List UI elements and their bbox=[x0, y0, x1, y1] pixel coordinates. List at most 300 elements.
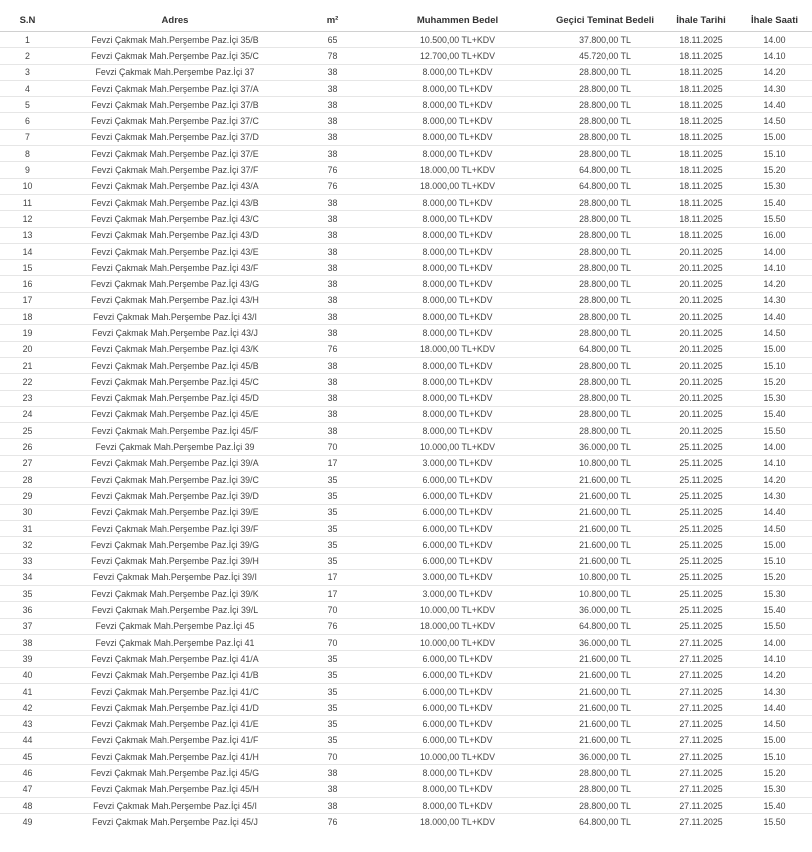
cell-area: 35 bbox=[295, 488, 370, 504]
cell-sn: 7 bbox=[0, 129, 55, 145]
cell-deposit: 28.800,00 TL bbox=[545, 243, 665, 259]
cell-address: Fevzi Çakmak Mah.Perşembe Paz.İçi 39/I bbox=[55, 569, 295, 585]
cell-sn: 2 bbox=[0, 48, 55, 64]
cell-deposit: 21.600,00 TL bbox=[545, 700, 665, 716]
cell-auction-date: 27.11.2025 bbox=[665, 700, 737, 716]
cell-estimated-price: 18.000,00 TL+KDV bbox=[370, 178, 545, 194]
cell-auction-date: 20.11.2025 bbox=[665, 325, 737, 341]
cell-estimated-price: 8.000,00 TL+KDV bbox=[370, 64, 545, 80]
cell-estimated-price: 8.000,00 TL+KDV bbox=[370, 357, 545, 373]
cell-sn: 16 bbox=[0, 276, 55, 292]
cell-sn: 37 bbox=[0, 618, 55, 634]
cell-estimated-price: 3.000,00 TL+KDV bbox=[370, 569, 545, 585]
cell-deposit: 28.800,00 TL bbox=[545, 260, 665, 276]
cell-auction-date: 25.11.2025 bbox=[665, 537, 737, 553]
cell-area: 76 bbox=[295, 178, 370, 194]
table-row bbox=[0, 667, 812, 683]
cell-sn: 30 bbox=[0, 504, 55, 520]
cell-auction-date: 25.11.2025 bbox=[665, 504, 737, 520]
cell-auction-time: 14.20 bbox=[737, 472, 812, 488]
cell-estimated-price: 8.000,00 TL+KDV bbox=[370, 260, 545, 276]
cell-deposit: 28.800,00 TL bbox=[545, 80, 665, 96]
cell-estimated-price: 8.000,00 TL+KDV bbox=[370, 423, 545, 439]
table-row bbox=[0, 325, 812, 341]
cell-auction-date: 25.11.2025 bbox=[665, 586, 737, 602]
cell-area: 38 bbox=[295, 797, 370, 813]
cell-area: 38 bbox=[295, 765, 370, 781]
cell-auction-date: 18.11.2025 bbox=[665, 64, 737, 80]
cell-auction-time: 15.50 bbox=[737, 211, 812, 227]
cell-auction-date: 18.11.2025 bbox=[665, 227, 737, 243]
cell-area: 38 bbox=[295, 309, 370, 325]
cell-address: Fevzi Çakmak Mah.Perşembe Paz.İçi 45/E bbox=[55, 406, 295, 422]
cell-address: Fevzi Çakmak Mah.Perşembe Paz.İçi 45/H bbox=[55, 781, 295, 797]
cell-address: Fevzi Çakmak Mah.Perşembe Paz.İçi 41/F bbox=[55, 732, 295, 748]
table-row bbox=[0, 537, 812, 553]
cell-deposit: 64.800,00 TL bbox=[545, 178, 665, 194]
cell-area: 38 bbox=[295, 781, 370, 797]
cell-deposit: 36.000,00 TL bbox=[545, 439, 665, 455]
cell-sn: 26 bbox=[0, 439, 55, 455]
cell-area: 38 bbox=[295, 357, 370, 373]
cell-auction-date: 18.11.2025 bbox=[665, 146, 737, 162]
cell-area: 38 bbox=[295, 325, 370, 341]
cell-address: Fevzi Çakmak Mah.Perşembe Paz.İçi 41/A bbox=[55, 651, 295, 667]
cell-sn: 36 bbox=[0, 602, 55, 618]
cell-deposit: 28.800,00 TL bbox=[545, 97, 665, 113]
cell-deposit: 21.600,00 TL bbox=[545, 667, 665, 683]
cell-auction-time: 14.20 bbox=[737, 667, 812, 683]
cell-deposit: 21.600,00 TL bbox=[545, 537, 665, 553]
cell-deposit: 28.800,00 TL bbox=[545, 129, 665, 145]
cell-estimated-price: 10.000,00 TL+KDV bbox=[370, 439, 545, 455]
cell-area: 35 bbox=[295, 700, 370, 716]
cell-auction-time: 15.00 bbox=[737, 129, 812, 145]
table-row bbox=[0, 651, 812, 667]
header-row bbox=[0, 10, 812, 32]
cell-sn: 20 bbox=[0, 341, 55, 357]
cell-area: 65 bbox=[295, 32, 370, 48]
cell-auction-time: 14.40 bbox=[737, 97, 812, 113]
cell-address: Fevzi Çakmak Mah.Perşembe Paz.İçi 43/E bbox=[55, 243, 295, 259]
table-row bbox=[0, 586, 812, 602]
cell-address: Fevzi Çakmak Mah.Perşembe Paz.İçi 37/F bbox=[55, 162, 295, 178]
cell-sn: 25 bbox=[0, 423, 55, 439]
cell-estimated-price: 8.000,00 TL+KDV bbox=[370, 80, 545, 96]
table-row bbox=[0, 374, 812, 390]
cell-area: 38 bbox=[295, 97, 370, 113]
cell-deposit: 21.600,00 TL bbox=[545, 651, 665, 667]
cell-estimated-price: 6.000,00 TL+KDV bbox=[370, 700, 545, 716]
cell-area: 17 bbox=[295, 586, 370, 602]
cell-auction-date: 18.11.2025 bbox=[665, 194, 737, 210]
cell-auction-time: 15.10 bbox=[737, 553, 812, 569]
table-row bbox=[0, 814, 812, 830]
cell-sn: 49 bbox=[22, 816, 33, 827]
table-row bbox=[0, 341, 812, 357]
cell-deposit: 28.800,00 TL bbox=[545, 781, 665, 797]
cell-estimated-price: 8.000,00 TL+KDV bbox=[370, 325, 545, 341]
cell-area: 38 bbox=[295, 276, 370, 292]
cell-sn: 48 bbox=[0, 797, 55, 813]
cell-area: 38 bbox=[295, 146, 370, 162]
cell-address: Fevzi Çakmak Mah.Perşembe Paz.İçi 43/J bbox=[55, 325, 295, 341]
cell-sn: 45 bbox=[0, 749, 55, 765]
cell-auction-date: 18.11.2025 bbox=[665, 211, 737, 227]
cell-deposit: 28.800,00 TL bbox=[545, 211, 665, 227]
cell-sn: 32 bbox=[0, 537, 55, 553]
cell-area: 38 bbox=[295, 390, 370, 406]
cell-address: Fevzi Çakmak Mah.Perşembe Paz.İçi 39/K bbox=[55, 586, 295, 602]
cell-address: Fevzi Çakmak Mah.Perşembe Paz.İçi 41/C bbox=[55, 683, 295, 699]
cell-area: 38 bbox=[295, 64, 370, 80]
cell-address: Fevzi Çakmak Mah.Perşembe Paz.İçi 41 bbox=[55, 634, 295, 650]
cell-deposit: 28.800,00 TL bbox=[545, 797, 665, 813]
cell-area: 76 bbox=[327, 816, 338, 827]
cell-deposit: 28.800,00 TL bbox=[545, 357, 665, 373]
cell-sn: 9 bbox=[0, 162, 55, 178]
table-header bbox=[0, 10, 812, 32]
cell-auction-date: 18.11.2025 bbox=[665, 48, 737, 64]
cell-deposit: 45.720,00 TL bbox=[545, 48, 665, 64]
cell-deposit: 21.600,00 TL bbox=[545, 683, 665, 699]
cell-area: 38 bbox=[295, 423, 370, 439]
table-row bbox=[0, 194, 812, 210]
cell-auction-date: 27.11.2025 bbox=[665, 667, 737, 683]
cell-auction-time: 15.20 bbox=[737, 162, 812, 178]
cell-address: Fevzi Çakmak Mah.Perşembe Paz.İçi 41/H bbox=[55, 749, 295, 765]
cell-sn: 33 bbox=[0, 553, 55, 569]
cell-estimated-price: 6.000,00 TL+KDV bbox=[370, 651, 545, 667]
table-row bbox=[0, 48, 812, 64]
cell-sn: 21 bbox=[0, 357, 55, 373]
cell-auction-time: 15.40 bbox=[737, 194, 812, 210]
cell-sn: 40 bbox=[0, 667, 55, 683]
cell-deposit: 21.600,00 TL bbox=[545, 520, 665, 536]
cell-address: Fevzi Çakmak Mah.Perşembe Paz.İçi 45/C bbox=[55, 374, 295, 390]
cell-address: Fevzi Çakmak Mah.Perşembe Paz.İçi 37/A bbox=[55, 80, 295, 96]
cell-auction-date: 18.11.2025 bbox=[665, 80, 737, 96]
cell-sn: 8 bbox=[0, 146, 55, 162]
cell-auction-date: 18.11.2025 bbox=[665, 32, 737, 48]
cell-auction-date: 20.11.2025 bbox=[665, 243, 737, 259]
table-row bbox=[0, 700, 812, 716]
cell-auction-time: 14.40 bbox=[737, 504, 812, 520]
cell-estimated-price: 6.000,00 TL+KDV bbox=[370, 553, 545, 569]
cell-address: Fevzi Çakmak Mah.Perşembe Paz.İçi 39/L bbox=[55, 602, 295, 618]
cell-auction-time: 14.50 bbox=[737, 113, 812, 129]
cell-auction-time: 14.40 bbox=[737, 309, 812, 325]
cell-address: Fevzi Çakmak Mah.Perşembe Paz.İçi 35/B bbox=[55, 32, 295, 48]
cell-address: Fevzi Çakmak Mah.Perşembe Paz.İçi 41/E bbox=[55, 716, 295, 732]
table-row bbox=[0, 488, 812, 504]
cell-sn: 44 bbox=[0, 732, 55, 748]
cell-address: Fevzi Çakmak Mah.Perşembe Paz.İçi 43/I bbox=[55, 309, 295, 325]
cell-deposit: 28.800,00 TL bbox=[545, 374, 665, 390]
cell-auction-time: 15.00 bbox=[737, 537, 812, 553]
cell-deposit: 21.600,00 TL bbox=[545, 732, 665, 748]
cell-sn: 41 bbox=[0, 683, 55, 699]
table-row bbox=[0, 423, 812, 439]
cell-auction-date: 25.11.2025 bbox=[665, 553, 737, 569]
cell-sn: 38 bbox=[0, 634, 55, 650]
cell-address: Fevzi Çakmak Mah.Perşembe Paz.İçi 41/D bbox=[55, 700, 295, 716]
cell-area: 76 bbox=[295, 618, 370, 634]
cell-sn: 15 bbox=[0, 260, 55, 276]
cell-auction-time: 14.20 bbox=[737, 64, 812, 80]
cell-address: Fevzi Çakmak Mah.Perşembe Paz.İçi 45/G bbox=[55, 765, 295, 781]
cell-deposit: 21.600,00 TL bbox=[545, 472, 665, 488]
cell-auction-time: 14.50 bbox=[737, 520, 812, 536]
cell-address: Fevzi Çakmak Mah.Perşembe Paz.İçi 45/B bbox=[55, 357, 295, 373]
cell-auction-date: 20.11.2025 bbox=[665, 260, 737, 276]
cell-estimated-price: 6.000,00 TL+KDV bbox=[370, 667, 545, 683]
cell-auction-time: 14.10 bbox=[737, 455, 812, 471]
cell-estimated-price: 8.000,00 TL+KDV bbox=[370, 113, 545, 129]
cell-estimated-price: 18.000,00 TL+KDV bbox=[370, 162, 545, 178]
cell-auction-date: 18.11.2025 bbox=[665, 178, 737, 194]
cell-deposit: 10.800,00 TL bbox=[545, 586, 665, 602]
cell-estimated-price: 18.000,00 TL+KDV bbox=[370, 341, 545, 357]
cell-estimated-price: 8.000,00 TL+KDV bbox=[370, 309, 545, 325]
cell-address: Fevzi Çakmak Mah.Perşembe Paz.İçi 43/A bbox=[55, 178, 295, 194]
cell-address: Fevzi Çakmak Mah.Perşembe Paz.İçi 39/D bbox=[55, 488, 295, 504]
cell-deposit: 28.800,00 TL bbox=[545, 309, 665, 325]
cell-address: Fevzi Çakmak Mah.Perşembe Paz.İçi 37/E bbox=[55, 146, 295, 162]
table-row bbox=[0, 716, 812, 732]
table-row bbox=[0, 504, 812, 520]
cell-auction-date: 27.11.2025 bbox=[665, 732, 737, 748]
cell-estimated-price: 6.000,00 TL+KDV bbox=[370, 520, 545, 536]
cell-address: Fevzi Çakmak Mah.Perşembe Paz.İçi 39 bbox=[55, 439, 295, 455]
cell-auction-time: 14.30 bbox=[737, 683, 812, 699]
cell-auction-time: 15.30 bbox=[737, 390, 812, 406]
cell-deposit: 64.800,00 TL bbox=[579, 816, 631, 827]
cell-auction-date: 27.11.2025 bbox=[665, 716, 737, 732]
cell-area: 38 bbox=[295, 80, 370, 96]
col-header-auction-time: İhale Saati bbox=[737, 10, 812, 32]
cell-area: 35 bbox=[295, 732, 370, 748]
cell-sn: 19 bbox=[0, 325, 55, 341]
cell-area: 70 bbox=[295, 439, 370, 455]
table-row bbox=[0, 227, 812, 243]
cell-area: 38 bbox=[295, 243, 370, 259]
cell-auction-time: 15.20 bbox=[737, 374, 812, 390]
cell-estimated-price: 12.700,00 TL+KDV bbox=[370, 48, 545, 64]
cell-sn: 24 bbox=[0, 406, 55, 422]
cell-auction-date: 20.11.2025 bbox=[665, 292, 737, 308]
cell-auction-date: 20.11.2025 bbox=[665, 341, 737, 357]
cell-auction-time: 15.10 bbox=[737, 146, 812, 162]
cell-deposit: 36.000,00 TL bbox=[545, 602, 665, 618]
cell-sn: 6 bbox=[0, 113, 55, 129]
cell-estimated-price: 8.000,00 TL+KDV bbox=[370, 276, 545, 292]
cell-estimated-price: 8.000,00 TL+KDV bbox=[370, 781, 545, 797]
cell-address: Fevzi Çakmak Mah.Perşembe Paz.İçi 39/E bbox=[55, 504, 295, 520]
cell-estimated-price: 8.000,00 TL+KDV bbox=[370, 97, 545, 113]
cell-estimated-price: 6.000,00 TL+KDV bbox=[370, 732, 545, 748]
cell-estimated-price: 8.000,00 TL+KDV bbox=[370, 227, 545, 243]
cell-sn: 14 bbox=[0, 243, 55, 259]
cell-sn: 17 bbox=[0, 292, 55, 308]
cell-estimated-price: 8.000,00 TL+KDV bbox=[370, 194, 545, 210]
cell-deposit: 28.800,00 TL bbox=[545, 390, 665, 406]
cell-auction-date: 27.11.2025 bbox=[665, 749, 737, 765]
table-row bbox=[0, 634, 812, 650]
cell-auction-time: 15.20 bbox=[737, 765, 812, 781]
cell-sn: 4 bbox=[0, 80, 55, 96]
cell-deposit: 21.600,00 TL bbox=[545, 504, 665, 520]
cell-sn: 42 bbox=[0, 700, 55, 716]
cell-sn: 3 bbox=[0, 64, 55, 80]
cell-area: 38 bbox=[295, 194, 370, 210]
cell-auction-time: 15.00 bbox=[737, 732, 812, 748]
cell-auction-time: 14.30 bbox=[737, 80, 812, 96]
cell-address: Fevzi Çakmak Mah.Perşembe Paz.İçi 37/B bbox=[55, 97, 295, 113]
cell-address: Fevzi Çakmak Mah.Perşembe Paz.İçi 39/G bbox=[55, 537, 295, 553]
table-row bbox=[0, 32, 812, 48]
cell-auction-date: 20.11.2025 bbox=[665, 374, 737, 390]
cell-auction-time: 14.00 bbox=[737, 439, 812, 455]
cell-deposit: 28.800,00 TL bbox=[545, 146, 665, 162]
cell-estimated-price: 18.000,00 TL+KDV bbox=[370, 618, 545, 634]
table-row bbox=[0, 683, 812, 699]
cell-deposit: 28.800,00 TL bbox=[545, 292, 665, 308]
cell-address: Fevzi Çakmak Mah.Perşembe Paz.İçi 45 bbox=[55, 618, 295, 634]
cell-area: 35 bbox=[295, 716, 370, 732]
table-row bbox=[0, 618, 812, 634]
cell-address: Fevzi Çakmak Mah.Perşembe Paz.İçi 35/C bbox=[55, 48, 295, 64]
cell-auction-time: 15.30 bbox=[737, 586, 812, 602]
table-row bbox=[0, 260, 812, 276]
cell-auction-time: 14.50 bbox=[737, 325, 812, 341]
col-header-address: Adres bbox=[55, 10, 295, 32]
cell-auction-date: 20.11.2025 bbox=[665, 423, 737, 439]
cell-estimated-price: 6.000,00 TL+KDV bbox=[370, 537, 545, 553]
col-header-area: m² bbox=[295, 10, 370, 32]
cell-deposit: 28.800,00 TL bbox=[545, 227, 665, 243]
cell-estimated-price: 10.000,00 TL+KDV bbox=[370, 602, 545, 618]
cell-area: 35 bbox=[295, 553, 370, 569]
cell-address: Fevzi Çakmak Mah.Perşembe Paz.İçi 43/K bbox=[55, 341, 295, 357]
table-row bbox=[0, 309, 812, 325]
cell-estimated-price: 6.000,00 TL+KDV bbox=[370, 504, 545, 520]
cell-estimated-price: 10.000,00 TL+KDV bbox=[370, 634, 545, 650]
table-row bbox=[0, 520, 812, 536]
cell-address: Fevzi Çakmak Mah.Perşembe Paz.İçi 39/F bbox=[55, 520, 295, 536]
cell-address: Fevzi Çakmak Mah.Perşembe Paz.İçi 45/F bbox=[55, 423, 295, 439]
cell-address: Fevzi Çakmak Mah.Perşembe Paz.İçi 43/D bbox=[55, 227, 295, 243]
cell-deposit: 64.800,00 TL bbox=[545, 341, 665, 357]
cell-auction-date: 20.11.2025 bbox=[665, 406, 737, 422]
cell-area: 35 bbox=[295, 520, 370, 536]
auction-table bbox=[0, 10, 812, 830]
cell-auction-date: 18.11.2025 bbox=[665, 129, 737, 145]
cell-deposit: 64.800,00 TL bbox=[545, 162, 665, 178]
cell-auction-time: 15.30 bbox=[737, 781, 812, 797]
cell-address: Fevzi Çakmak Mah.Perşembe Paz.İçi 43/G bbox=[55, 276, 295, 292]
cell-address: Fevzi Çakmak Mah.Perşembe Paz.İçi 45/J bbox=[92, 816, 258, 827]
table-row bbox=[0, 129, 812, 145]
cell-auction-time: 14.00 bbox=[737, 634, 812, 650]
cell-sn: 22 bbox=[0, 374, 55, 390]
cell-estimated-price: 6.000,00 TL+KDV bbox=[370, 716, 545, 732]
cell-sn: 27 bbox=[0, 455, 55, 471]
cell-area: 70 bbox=[295, 749, 370, 765]
cell-area: 17 bbox=[295, 455, 370, 471]
cell-area: 35 bbox=[295, 504, 370, 520]
cell-sn: 12 bbox=[0, 211, 55, 227]
table-row bbox=[0, 178, 812, 194]
col-header-auction-date: İhale Tarihi bbox=[665, 10, 737, 32]
cell-auction-date: 25.11.2025 bbox=[665, 569, 737, 585]
table-row bbox=[0, 732, 812, 748]
cell-area: 38 bbox=[295, 260, 370, 276]
cell-deposit: 10.800,00 TL bbox=[545, 569, 665, 585]
table-row bbox=[0, 292, 812, 308]
table-row bbox=[0, 472, 812, 488]
cell-auction-date: 25.11.2025 bbox=[665, 602, 737, 618]
cell-address: Fevzi Çakmak Mah.Perşembe Paz.İçi 39/A bbox=[55, 455, 295, 471]
cell-auction-time: 15.10 bbox=[737, 357, 812, 373]
table-row bbox=[0, 781, 812, 797]
cell-auction-date: 27.11.2025 bbox=[665, 634, 737, 650]
cell-estimated-price: 3.000,00 TL+KDV bbox=[370, 586, 545, 602]
cell-auction-date: 20.11.2025 bbox=[665, 276, 737, 292]
cell-address: Fevzi Çakmak Mah.Perşembe Paz.İçi 43/F bbox=[55, 260, 295, 276]
cell-address: Fevzi Çakmak Mah.Perşembe Paz.İçi 43/C bbox=[55, 211, 295, 227]
cell-deposit: 21.600,00 TL bbox=[545, 716, 665, 732]
table-row bbox=[0, 439, 812, 455]
cell-area: 70 bbox=[295, 602, 370, 618]
table-row bbox=[0, 569, 812, 585]
cell-auction-date: 27.11.2025 bbox=[665, 651, 737, 667]
cell-auction-time: 14.50 bbox=[737, 716, 812, 732]
cell-sn: 10 bbox=[0, 178, 55, 194]
table-row bbox=[0, 80, 812, 96]
table-row bbox=[0, 276, 812, 292]
cell-area: 38 bbox=[295, 406, 370, 422]
cell-sn: 35 bbox=[0, 586, 55, 602]
cell-area: 78 bbox=[295, 48, 370, 64]
cell-address: Fevzi Çakmak Mah.Perşembe Paz.İçi 43/B bbox=[55, 194, 295, 210]
table-row bbox=[0, 243, 812, 259]
cell-estimated-price: 6.000,00 TL+KDV bbox=[370, 488, 545, 504]
cell-auction-date: 25.11.2025 bbox=[665, 439, 737, 455]
table-row bbox=[0, 390, 812, 406]
cell-area: 38 bbox=[295, 113, 370, 129]
cell-deposit: 37.800,00 TL bbox=[545, 32, 665, 48]
cell-auction-date: 25.11.2025 bbox=[665, 455, 737, 471]
cell-auction-date: 25.11.2025 bbox=[665, 520, 737, 536]
cell-deposit: 64.800,00 TL bbox=[545, 618, 665, 634]
cell-sn: 46 bbox=[0, 765, 55, 781]
cell-estimated-price: 8.000,00 TL+KDV bbox=[370, 146, 545, 162]
cell-auction-time: 14.00 bbox=[737, 243, 812, 259]
cell-estimated-price: 8.000,00 TL+KDV bbox=[370, 797, 545, 813]
cell-area: 76 bbox=[295, 341, 370, 357]
cell-estimated-price: 8.000,00 TL+KDV bbox=[370, 243, 545, 259]
cell-address: Fevzi Çakmak Mah.Perşembe Paz.İçi 39/C bbox=[55, 472, 295, 488]
cell-auction-time: 15.00 bbox=[737, 341, 812, 357]
cell-estimated-price: 6.000,00 TL+KDV bbox=[370, 683, 545, 699]
cell-sn: 43 bbox=[0, 716, 55, 732]
cell-sn: 18 bbox=[0, 309, 55, 325]
cell-sn: 34 bbox=[0, 569, 55, 585]
cell-address: Fevzi Çakmak Mah.Perşembe Paz.İçi 41/B bbox=[55, 667, 295, 683]
cell-estimated-price: 8.000,00 TL+KDV bbox=[370, 406, 545, 422]
cell-estimated-price: 8.000,00 TL+KDV bbox=[370, 211, 545, 227]
